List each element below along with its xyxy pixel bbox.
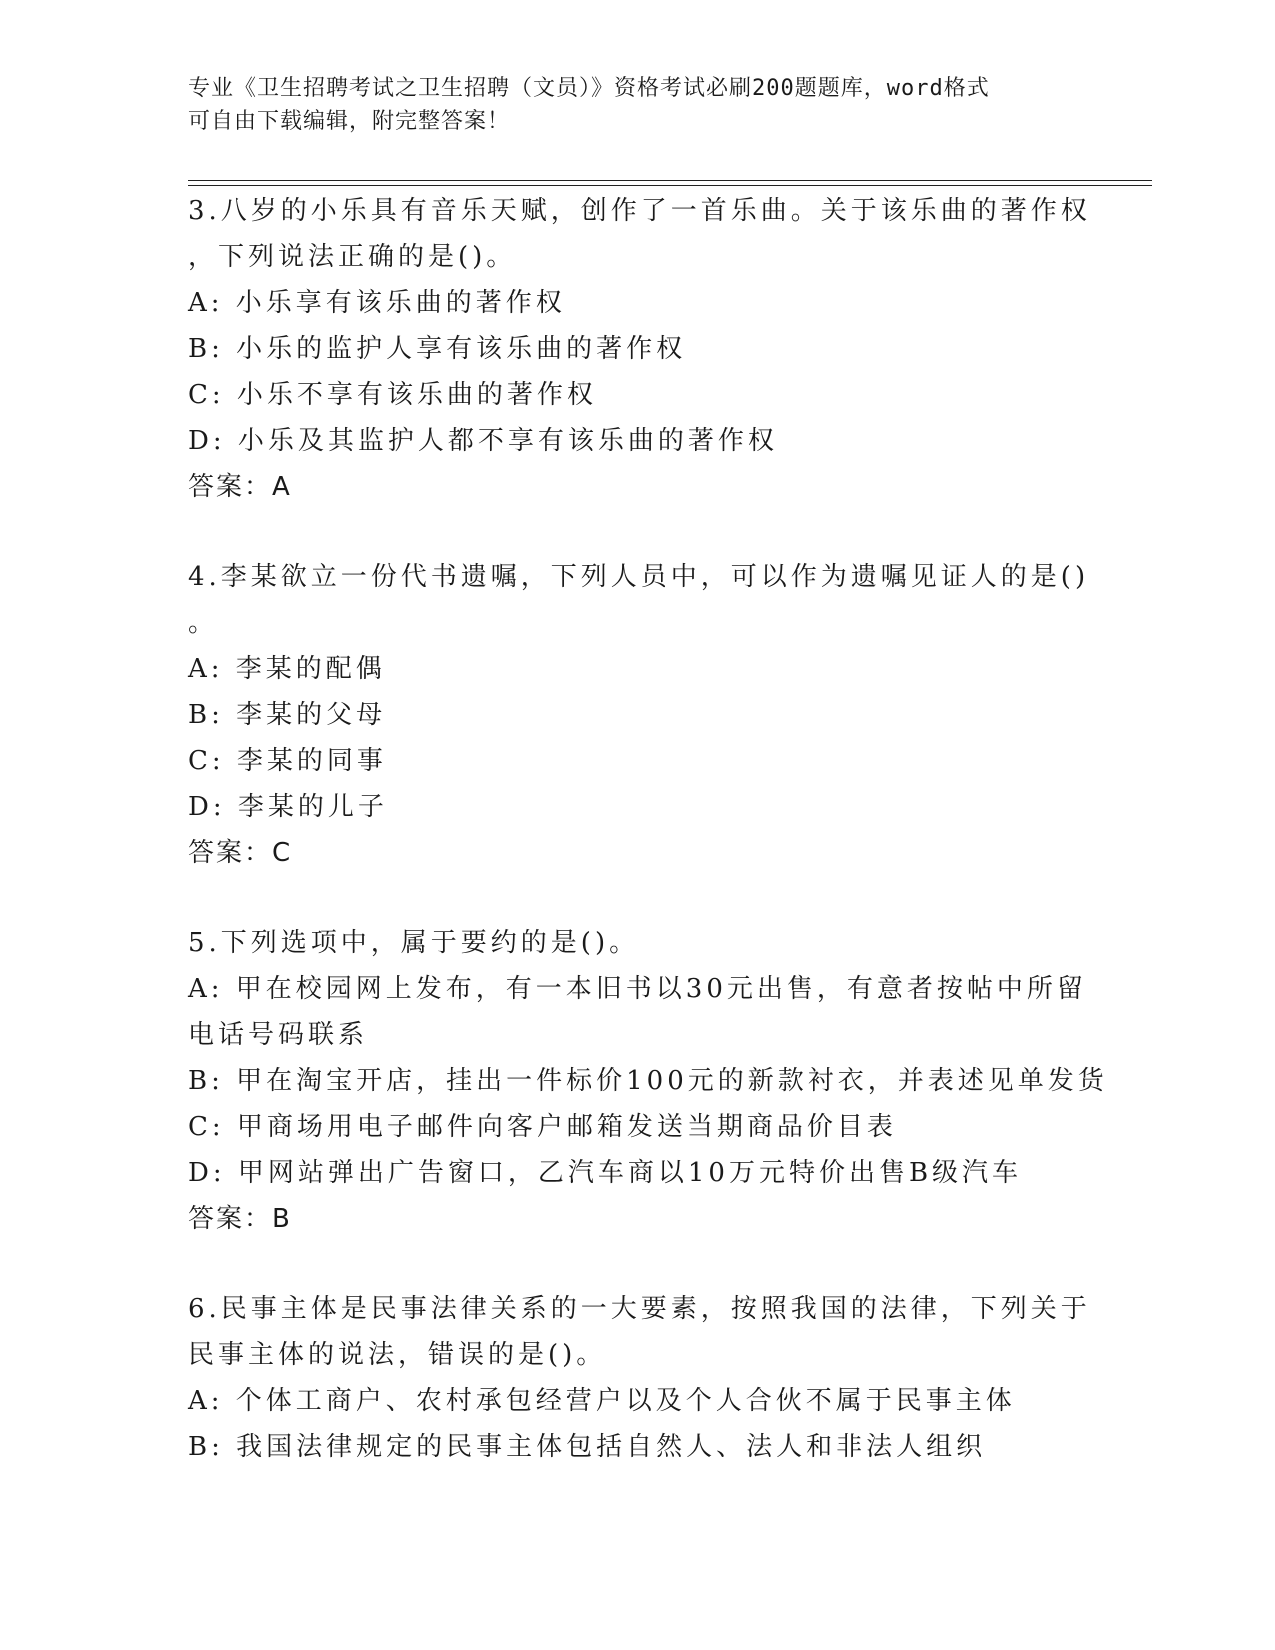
question-block	[188, 1286, 1091, 1470]
option-b: B: 小乐的监护人享有该乐曲的著作权	[188, 334, 687, 364]
question-stem: 6.民事主体是民事法律关系的一大要素，按照我国的法律，下列关于	[188, 1294, 1091, 1324]
option-d: D: 小乐及其监护人都不享有该乐曲的著作权	[188, 426, 778, 456]
question-stem: 4.李某欲立一份代书遗嘱，下列人员中，可以作为遗嘱见证人的是()	[188, 562, 1090, 592]
question-block	[188, 920, 1108, 1242]
option-c: C: 李某的同事	[188, 746, 387, 776]
answer-line: 答案：C	[188, 838, 293, 868]
option-a: A: 小乐享有该乐曲的著作权	[188, 288, 566, 318]
option-a: A: 个体工商户、农村承包经营户以及个人合伙不属于民事主体	[188, 1386, 1016, 1416]
header-divider-bottom	[188, 185, 1152, 186]
option-b: B: 甲在淘宝开店，挂出一件标价100元的新款衬衣，并表述见单发货	[188, 1066, 1108, 1096]
option-d: D: 甲网站弹出广告窗口，乙汽车商以10万元特价出售B级汽车	[188, 1158, 1023, 1188]
header-line-1: 专业《卫生招聘考试之卫生招聘（文员）》资格考试必刷200题题库，word格式	[188, 76, 990, 101]
question-block	[188, 188, 1091, 510]
option-a-continued: 电话号码联系	[188, 1020, 369, 1050]
option-c: C: 小乐不享有该乐曲的著作权	[188, 380, 597, 410]
header-divider-top	[188, 180, 1152, 181]
answer-line: 答案：A	[188, 472, 292, 502]
question-stem: ，下列说法正确的是()。	[188, 242, 517, 272]
header-line-2: 可自由下载编辑，附完整答案！	[188, 109, 511, 134]
option-b: B: 我国法律规定的民事主体包括自然人、法人和非法人组织	[188, 1432, 987, 1462]
question-stem: 民事主体的说法，错误的是()。	[188, 1340, 607, 1370]
document-header	[188, 72, 1068, 138]
question-list	[188, 188, 1108, 1470]
question-stem: 5.下列选项中，属于要约的是()。	[188, 928, 640, 958]
option-c: C: 甲商场用电子邮件向客户邮箱发送当期商品价目表	[188, 1112, 897, 1142]
option-a: A: 李某的配偶	[188, 654, 386, 684]
question-stem: 3.八岁的小乐具有音乐天赋，创作了一首乐曲。关于该乐曲的著作权	[188, 196, 1091, 226]
question-block	[188, 554, 1088, 876]
option-b: B: 李某的父母	[188, 700, 387, 730]
question-stem: 。	[188, 608, 219, 638]
answer-line: 答案：B	[188, 1204, 292, 1234]
option-a: A: 甲在校园网上发布，有一本旧书以30元出售，有意者按帖中所留	[188, 974, 1087, 1004]
option-d: D: 李某的儿子	[188, 792, 388, 822]
